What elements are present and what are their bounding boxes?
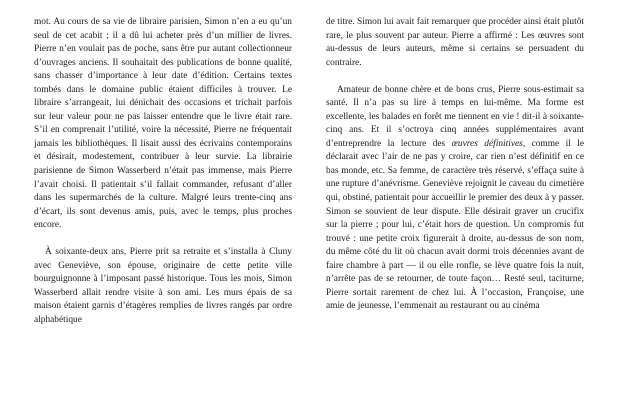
paragraph-right-2 [326,84,584,314]
left-text-column [34,16,292,390]
paragraph-right-2-part-2: , comme il le déclarait avec l’air de ne pas y croire, car rien n’est définitif en ce bas monde, etc. Sa femme, de caractère très réservé, s’effaça suite à une rupture d’anévrisme. Geneviève rejoignit le caveau du cimetière qui, obstiné, patientait pour accueillir le premier des deux à y passer. Simon se souvient de leur dispute. Elle désirait graver un crucifix sur la pierre ; pour lui, c’était hors de question. Un compromis fut trouvé : une petite croix figurerait à droite, au-dessus de son nom, du même côté du lit où chacun avait dormi trois décennies avant de faire chambre à part — il ou elle ronfle, se lève quatre fois la nuit, n’arrête pas de se retourner, de toute façon… Resté seul, taciturne, Pierre sortait rarement de chez lui. À l’occasion, Françoise, une amie de jeunesse, l’emmenait au restaurant ou au cinéma [326,138,584,312]
paragraph-left-2: À soixante-deux ans, Pierre prit sa retraite et s’installa à Cluny avec Geneviève, son épouse, originaire de cette petite ville bourguignonne à l’imposant passé historique. Tous les mois, Simon Wasserberd allait rendre visite à son ami. Les murs épais de sa maison étaient garnis d’étagères remplies de livres rangés par ordre alphabétique [34,247,292,325]
paragraph-right-2-italic: œuvres définitives [451,138,523,149]
paragraph-left-1: mot. Au cours de sa vie de libraire parisien, Simon n’en a eu qu’un seul de cet acabit ; il a dû lui acheter près d’un millier de livres. Pierre n’en voulait pas de poche, sans être pur autant collectionneur d’ouvrages anciens. Il souhaitait des publications de bonne qualité, sans chasser d’importance à leur date d’édition. Certains textes tombés dans le domaine public étaient difficiles à trouver. Le libraire s’arrangeait, lui dénichait des occasions et trichait parfois sur leur valeur pour ne pas laisser entendre que le livre était rare. S’il en comprenait l’utilité, voire la nécessité, Pierre ne fréquentait jamais les bibliothèques. Il lisait aussi des écrivains contemporains et désirait, modestement, contribuer à leur survie. La librairie parisienne de Simon Wasserberd n’était pas immense, mais Pierre l’avait choisi. Il patientait s’il fallait commander, refusant d’aller dans les supermarchés de la culture. Malgré leurs trente-cinq ans d’écart, ils sont devenus amis, puis, avec le temps, plus proches encore. [34,17,292,231]
paragraph-right-1: de titre. Simon lui avait fait remarquer que procéder ainsi était plutôt rare, le plus souvent par auteur. Pierre a affirmé : Les œuvres sont au-dessus de leurs auteurs, même si certains se persuadent du contraire. [326,17,584,68]
right-text-column [326,16,584,390]
paragraph-right-2-part-1: Amateur de bonne chère et de bons crus, Pierre sous-estimait sa santé. Il n’a pas su lire à temps en lui-même. Ma forme est excellente, les balades en forêt me tiennent en vie ! dit-il à soixante-cinq ans. Et il s’octroya cinq années supplémentaires avant d’entreprendre la lecture des [326,84,584,149]
